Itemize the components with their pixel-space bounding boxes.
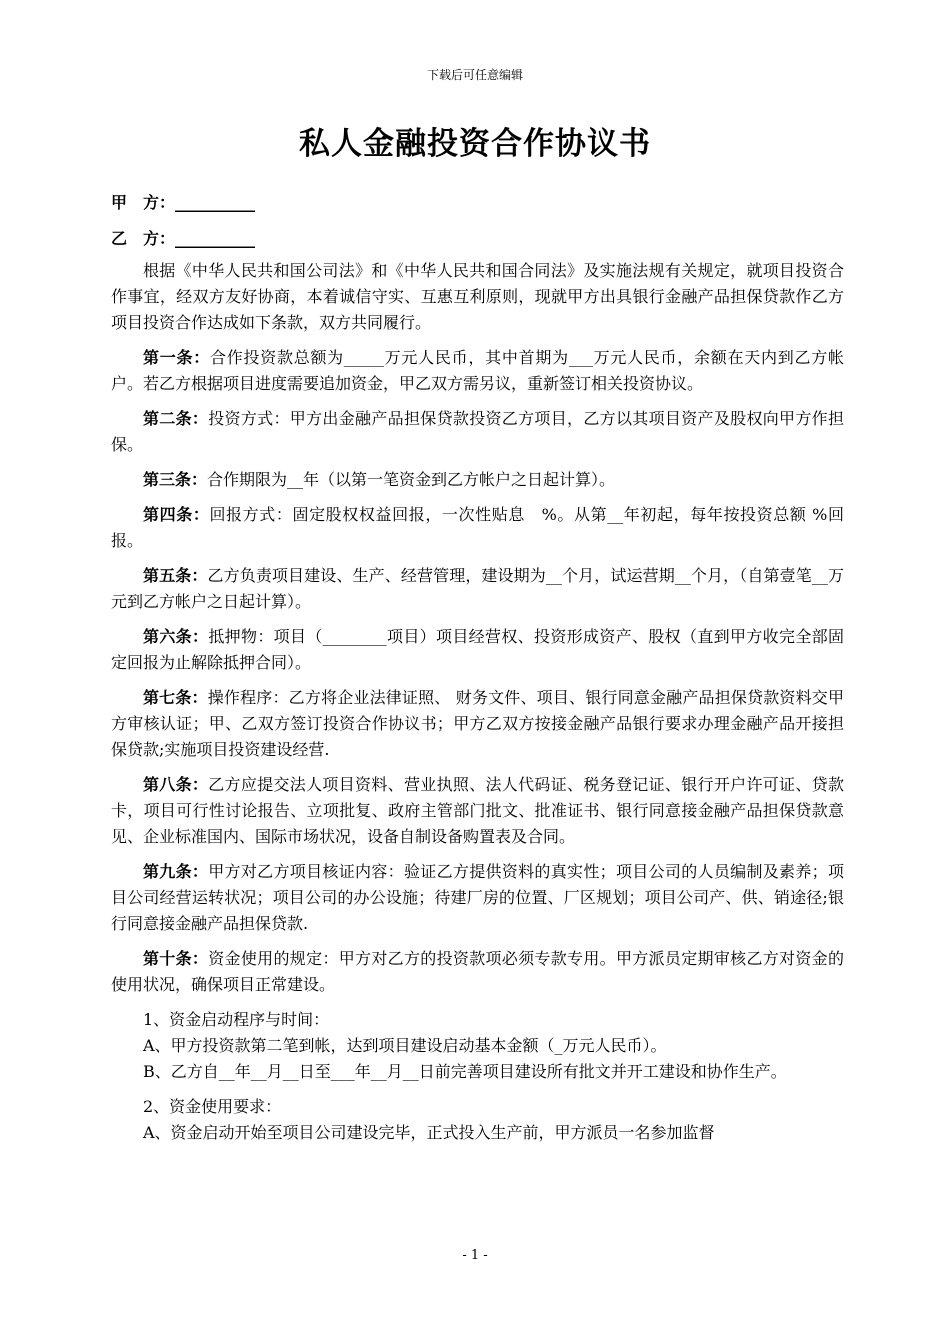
article-label: 第八条： <box>143 775 209 794</box>
page-number: - 1 - <box>462 1248 488 1263</box>
article-10 <box>111 946 844 998</box>
article-label: 第九条： <box>143 862 209 881</box>
article-label: 第三条： <box>143 470 208 489</box>
clause-2-a: A、资金启动开始至项目公司建设完毕，正式投入生产前，甲方派员一名参加监督 <box>143 1123 715 1142</box>
clause-1-b: B、乙方自__年__月__日至___年__月__日前完善项目建设所有批文并开工建设和协作生产。 <box>143 1062 787 1081</box>
article-label: 第六条： <box>143 627 209 646</box>
document-title: 私人金融投资合作协议书 <box>299 126 651 162</box>
article-text: 乙方负责项目建设、生产、经营管理，建设期为__个月，试运营期__个月，（自第壹笔__万元到乙方帐户之日起计算）。 <box>111 566 844 611</box>
article-9 <box>111 859 844 937</box>
article-label: 第四条： <box>143 505 210 524</box>
article-text: 抵押物：项目（________项目）项目经营权、投资形成资产、股权（直到甲方收完全部固定回报为止解除抵押合同）。 <box>111 627 844 672</box>
article-label: 第一条： <box>143 348 210 367</box>
clause-2-title: 2、资金使用要求： <box>143 1097 282 1116</box>
article-7 <box>111 685 844 763</box>
article-6 <box>111 624 844 676</box>
article-label: 第二条： <box>143 409 209 428</box>
article-8 <box>111 772 844 850</box>
article-text: 合作期限为__年（以第一笔资金到乙方帐户之日起计算）。 <box>207 470 616 489</box>
article-label: 第十条： <box>143 949 209 968</box>
article-4 <box>111 502 844 554</box>
article-text: 资金使用的规定：甲方对乙方的投资款项必须专款专用。甲方派员定期审核乙方对资金的使用状况，确保项目正常建设。 <box>111 949 844 994</box>
intro-paragraph: 根据《中华人民共和国公司法》和《中华人民共和国合同法》及实施法规有关规定，就项目投资合作事宜，经双方友好协商，本着诚信守实、互惠互利原则，现就甲方出具银行金融产品担保贷款作乙方项目投资合作达成如下条款，双方共同履行。 <box>111 261 844 332</box>
party-b-line: 乙 方：__________ <box>111 229 256 248</box>
article-text: 回报方式：固定股权权益回报，一次性贴息 %。从第__年初起，每年按投资总额 %回报。 <box>111 505 844 550</box>
article-text: 甲方对乙方项目核证内容：验证乙方提供资料的真实性；项目公司的人员编制及素养；项目公司经营运转状况；项目公司的办公设施；待建厂房的位置、厂区规划；项目公司产、供、销途径;银行同意接金融产品担保贷款. <box>111 862 844 933</box>
article-label: 第五条： <box>143 566 208 585</box>
party-a-line: 甲 方：__________ <box>111 193 256 212</box>
article-2 <box>111 406 844 458</box>
article-text: 操作程序：乙方将企业法律证照、 财务文件、项目、银行同意金融产品担保贷款资料交甲方审核认证；甲、乙双方签订投资合作协议书；甲方乙双方按接金融产品银行要求办理金融产品开接担保贷款;实施项目投资建设经营. <box>111 688 844 759</box>
article-text: 合作投资款总额为_____万元人民币，其中首期为___万元人民币，余额在天内到乙方帐户。若乙方根据项目进度需要追加资金，甲乙双方需另议，重新签订相关投资协议。 <box>111 348 844 393</box>
article-text: 投资方式：甲方出金融产品担保贷款投资乙方项目，乙方以其项目资产及股权向甲方作担保。 <box>111 409 844 454</box>
article-5 <box>111 563 844 615</box>
article-3 <box>111 467 844 493</box>
header-note: 下载后可任意编辑 <box>426 68 523 82</box>
clause-1-title: 1、资金启动程序与时间： <box>143 1010 330 1029</box>
document-body <box>111 258 844 1146</box>
article-text: 乙方应提交法人项目资料、营业执照、法人代码证、税务登记证、银行开户许可证、贷款卡，项目可行性讨论报告、立项批复、政府主管部门批文、批准证书、银行同意接金融产品担保贷款意见、企业标准国内、国际市场状况，设备自制设备购置表及合同。 <box>111 775 844 846</box>
clause-1-a: A、甲方投资款第二笔到帐，达到项目建设启动基本金额（_万元人民币）。 <box>143 1036 667 1055</box>
article-label: 第七条： <box>143 688 208 707</box>
article-1 <box>111 345 844 397</box>
